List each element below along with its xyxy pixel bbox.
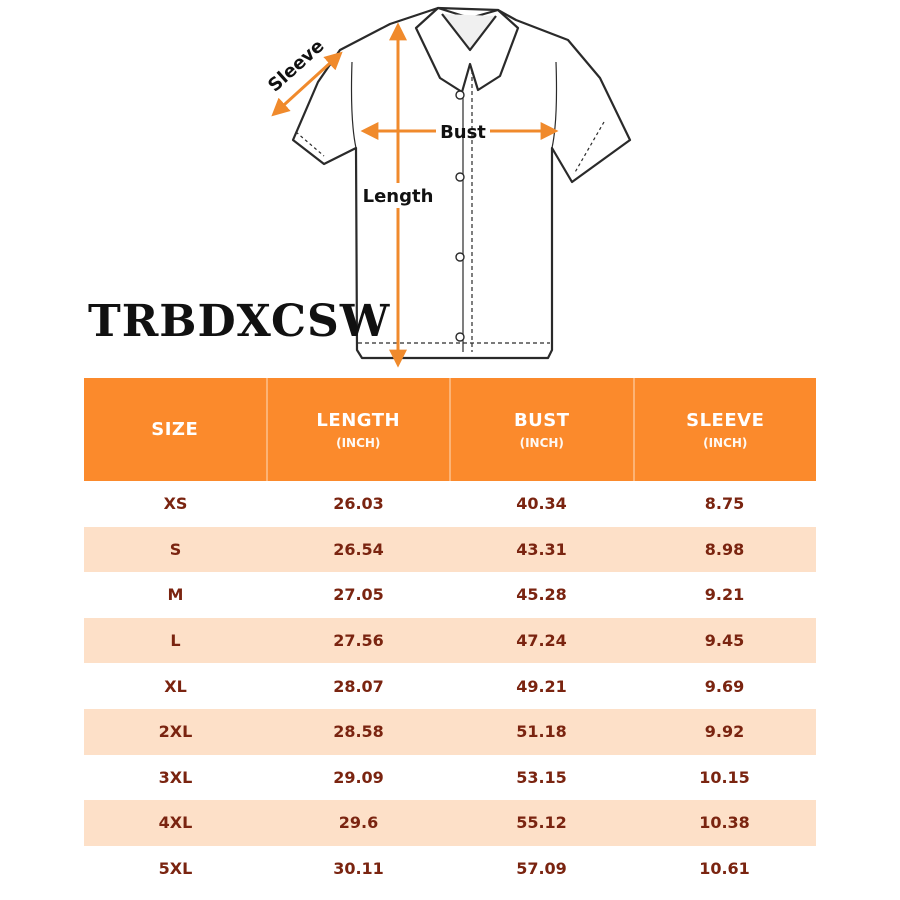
table-row xyxy=(84,709,816,755)
table-row xyxy=(84,527,816,573)
length-cell: 30.11 xyxy=(333,859,384,879)
sleeve-cell: 9.92 xyxy=(704,722,745,742)
sleeve-cell: 8.98 xyxy=(704,539,745,559)
bust-cell: 47.24 xyxy=(516,631,567,651)
size-cell: S xyxy=(169,539,182,559)
sleeve-cell: 9.45 xyxy=(704,631,745,651)
header-length xyxy=(268,378,452,481)
size-cell: 3XL xyxy=(158,767,193,787)
brand-name: TRBDXCSW xyxy=(88,296,391,347)
bust-cell: 57.09 xyxy=(516,859,567,879)
length-cell: 29.6 xyxy=(338,813,379,833)
header-title: BUST xyxy=(513,409,570,431)
sleeve-cell: 9.21 xyxy=(704,585,745,605)
bust-cell: 40.34 xyxy=(516,494,567,514)
bust-cell: 51.18 xyxy=(516,722,567,742)
table-row xyxy=(84,572,816,618)
bust-cell: 55.12 xyxy=(516,813,567,833)
size-cell: 5XL xyxy=(158,859,193,879)
size-chart-table xyxy=(84,378,816,891)
table-row xyxy=(84,481,816,527)
size-cell: M xyxy=(167,585,184,605)
sleeve-label: Sleeve xyxy=(264,35,329,97)
header-size xyxy=(84,378,268,481)
sleeve-cell: 10.61 xyxy=(699,859,750,879)
header-unit: (INCH) xyxy=(519,435,564,450)
length-cell: 28.07 xyxy=(333,676,384,696)
table-row xyxy=(84,800,816,846)
header-title: SIZE xyxy=(151,419,199,440)
header-unit: (INCH) xyxy=(336,435,381,450)
header-bust xyxy=(451,378,635,481)
sleeve-cell: 10.15 xyxy=(699,767,750,787)
table-row xyxy=(84,755,816,801)
header-title: LENGTH xyxy=(316,409,401,431)
sleeve-cell: 10.38 xyxy=(699,813,750,833)
size-cell: 4XL xyxy=(158,813,193,833)
bust-cell: 43.31 xyxy=(516,539,567,559)
table-row xyxy=(84,846,816,892)
table-header xyxy=(84,378,816,481)
length-cell: 28.58 xyxy=(333,722,384,742)
length-cell: 29.09 xyxy=(333,767,384,787)
bust-cell: 49.21 xyxy=(516,676,567,696)
bust-cell: 53.15 xyxy=(516,767,567,787)
sleeve-cell: 9.69 xyxy=(704,676,745,696)
size-cell: 2XL xyxy=(158,722,193,742)
length-cell: 26.03 xyxy=(333,494,384,514)
bust-cell: 45.28 xyxy=(516,585,567,605)
size-cell: L xyxy=(170,631,181,651)
bust-label: Bust xyxy=(440,122,486,143)
length-label: Length xyxy=(362,186,434,207)
header-title: SLEEVE xyxy=(686,409,765,431)
table-row xyxy=(84,618,816,664)
size-cell: XS xyxy=(163,494,188,514)
size-cell: XL xyxy=(164,676,187,696)
header-sleeve xyxy=(635,378,817,481)
length-cell: 26.54 xyxy=(333,539,384,559)
length-cell: 27.56 xyxy=(333,631,384,651)
header-unit: (INCH) xyxy=(703,435,748,450)
length-cell: 27.05 xyxy=(333,585,384,605)
sleeve-cell: 8.75 xyxy=(704,494,745,514)
table-row xyxy=(84,663,816,709)
